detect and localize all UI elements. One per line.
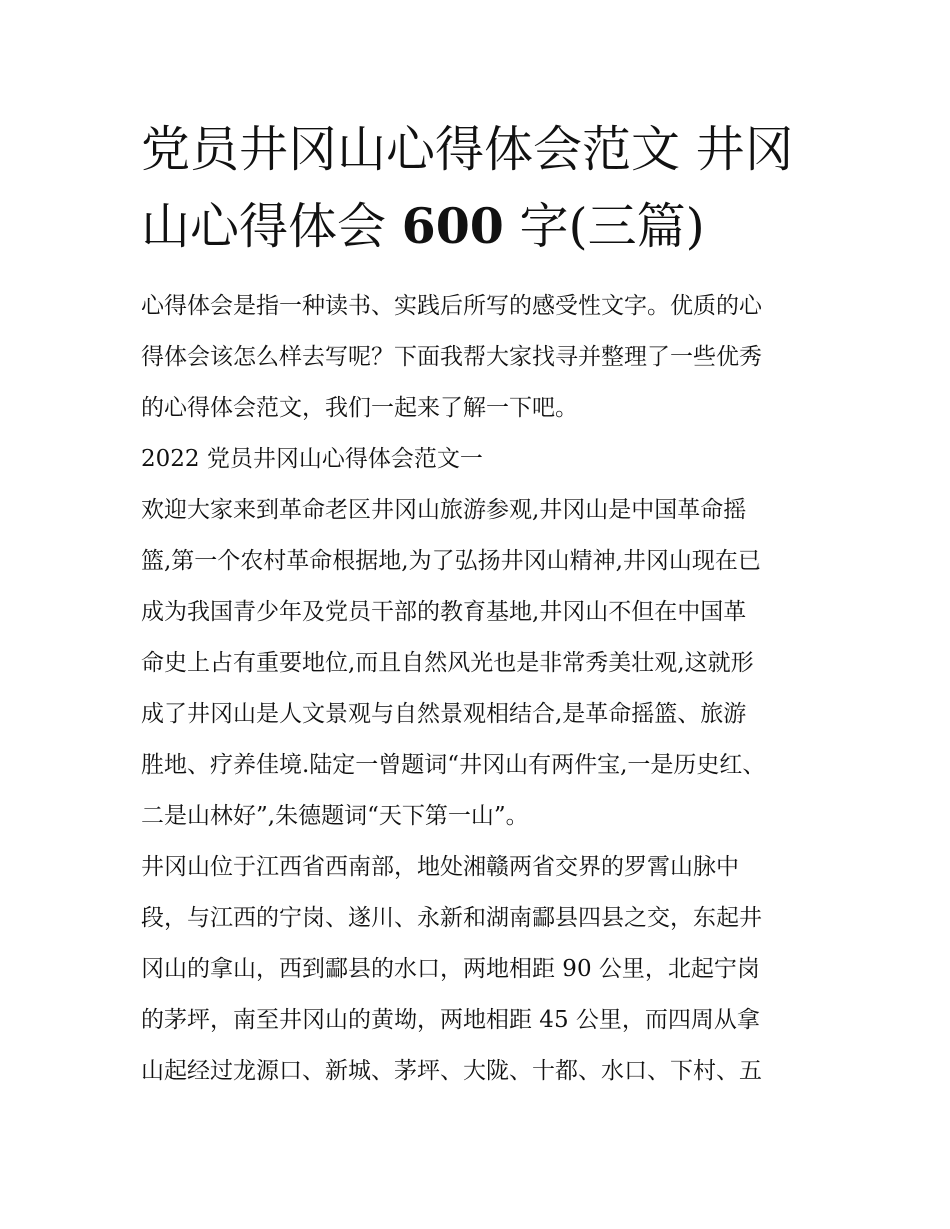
paragraph1-line: 成为我国青少年及党员干部的教育基地,井冈山不但在中国革	[141, 599, 747, 625]
document-content	[141, 112, 816, 1097]
paragraph2-line: 井冈山位于江西省西南部，地处湘赣两省交界的罗霄山脉中	[141, 854, 739, 880]
paragraph1-line: 命史上占有重要地位,而且自然风光也是非常秀美壮观,这就形	[141, 650, 754, 676]
paragraph1-line: 篮,第一个农村革命根据地,为了弘扬井冈山精神,井冈山现在已	[141, 548, 761, 574]
intro-line: 心得体会是指一种读书、实践后所写的感受性文字。优质的心	[141, 293, 762, 319]
title-line-2	[141, 188, 816, 265]
document-body	[141, 281, 816, 1097]
title-line-1: 党员井冈山心得体会范文 井冈	[141, 121, 794, 178]
intro-line: 的心得体会范文，我们一起来了解一下吧。	[141, 395, 578, 421]
document-title	[141, 112, 816, 265]
title-word-count: 600	[401, 197, 504, 255]
title-line-2-suffix: 字(三篇)	[519, 198, 705, 255]
intro-line: 得体会该怎么样去写呢？下面我帮大家找寻并整理了一些优秀	[141, 344, 762, 370]
paragraph2-line: 冈山的拿山，西到酃县的水口，两地相距 90 公里，北起宁岗	[141, 956, 760, 982]
paragraph1-line: 欢迎大家来到革命老区井冈山旅游参观,井冈山是中国革命摇	[141, 497, 747, 523]
section-heading: 2022 党员井冈山心得体会范文一	[141, 446, 483, 472]
paragraph1-line: 成了井冈山是人文景观与自然景观相结合,是革命摇篮、旅游	[141, 701, 747, 727]
paragraph2-line: 山起经过龙源口、新城、茅坪、大陇、十都、水口、下村、五	[141, 1058, 762, 1084]
paragraph2-line: 的茅坪，南至井冈山的黄坳，两地相距 45 公里，而四周从拿	[141, 1007, 760, 1033]
paragraph1-line: 二是山林好”,朱德题词“天下第一山”。	[141, 803, 529, 829]
title-line-2-text: 山心得体会	[141, 198, 387, 255]
paragraph2-line: 段，与江西的宁岗、遂川、永新和湖南酃县四县之交，东起井	[141, 905, 762, 931]
paragraph1-line: 胜地、疗养佳境.陆定一曾题词“井冈山有两件宝,一是历史红、	[141, 752, 766, 778]
